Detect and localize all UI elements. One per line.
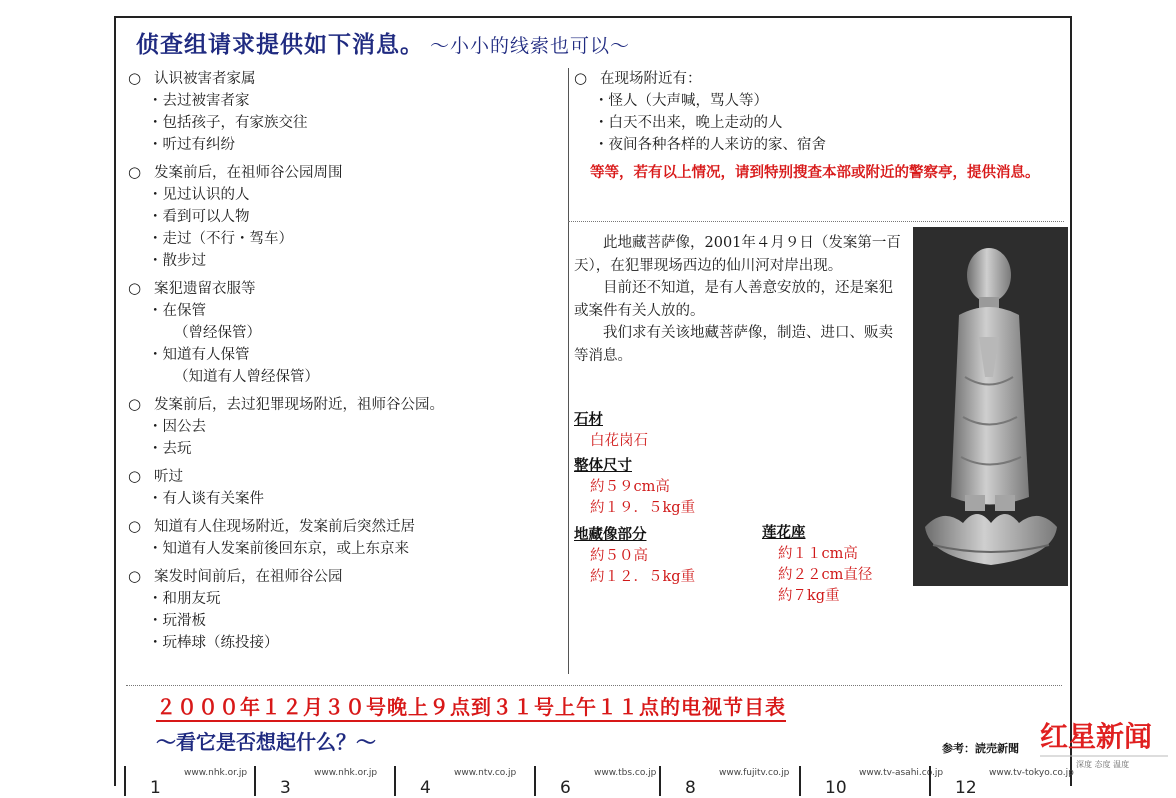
tv-section-divider <box>126 685 1062 686</box>
channel-url: www.ntv.co.jp <box>454 768 517 778</box>
title-subtitle: ～小小的线索也可以～ <box>430 35 631 57</box>
channel-number: 6 <box>560 778 571 798</box>
jizo-statue-photo <box>913 227 1068 586</box>
list-item: ・去玩 <box>148 441 192 457</box>
channel-number: 10 <box>825 778 847 798</box>
channel-number: 8 <box>685 778 696 798</box>
group-heading: 案犯遗留衣服等 <box>154 281 256 297</box>
channel-url: www.tv-asahi.co.jp <box>859 768 944 778</box>
circle-icon: ○ <box>128 279 142 297</box>
channel-number: 4 <box>420 778 431 798</box>
channel-cell <box>799 766 944 798</box>
statue-part-label: 地藏像部分 <box>574 527 647 543</box>
circle-icon: ○ <box>128 163 142 181</box>
circle-icon: ○ <box>128 395 142 413</box>
lotus-height: 約１１cm高 <box>778 546 858 562</box>
list-item: ・散步过 <box>148 253 206 269</box>
list-item: ・走过（不行・驾车） <box>148 231 293 247</box>
statue-part-height: 約５０高 <box>590 548 648 564</box>
spec-material <box>574 410 648 452</box>
group-5 <box>128 466 568 510</box>
group-2 <box>128 162 568 272</box>
notice-document <box>114 16 1074 798</box>
list-item: ・去过被害者家 <box>148 93 250 109</box>
list-item: ・知道有人发案前後回东京，或上东京来 <box>148 541 409 557</box>
list-item: ・听过有纠纷 <box>148 137 235 153</box>
circle-icon: ○ <box>574 69 588 87</box>
circle-icon: ○ <box>128 567 142 585</box>
description-paragraph: 此地藏菩萨像，2001年４月９日（发案第一百天），在犯罪现场西边的仙川河对岸出现。 <box>574 235 901 274</box>
group-heading: 发案前后，在祖师谷公园周围 <box>154 165 343 181</box>
material-label: 石材 <box>574 412 603 428</box>
lotus-weight: 約７kg重 <box>778 588 840 604</box>
hongxing-logo-icon <box>1040 712 1168 772</box>
list-item: ・在保管 <box>148 303 206 319</box>
statue-description <box>574 232 904 367</box>
right-column-top <box>574 68 1064 184</box>
circle-icon: ○ <box>128 69 142 87</box>
size-weight: 約１９．５kg重 <box>590 500 696 516</box>
description-paragraph: 我们求有关该地藏菩萨像，制造、进口、贩卖等消息。 <box>574 325 893 364</box>
channel-cell <box>659 766 801 796</box>
tv-schedule-subtitle: ～看它是否想起什么？～ <box>156 730 376 754</box>
group-heading: 听过 <box>154 469 183 485</box>
description-paragraph: 目前还不知道，是有人善意安放的，还是案犯或案件有关人放的。 <box>574 280 893 319</box>
lotus-diameter: 約２２cm直径 <box>778 567 873 583</box>
spec-overall-size <box>574 456 695 519</box>
group-heading: 发案前后，去过犯罪现场附近，祖师谷公园。 <box>154 397 444 413</box>
channel-number: 12 <box>955 778 977 798</box>
group-1 <box>128 68 568 156</box>
group-7 <box>128 566 568 654</box>
channel-url: www.fujitv.co.jp <box>719 768 790 778</box>
list-item: （知道有人曾经保管） <box>174 369 319 385</box>
list-item: ・玩滑板 <box>148 613 206 629</box>
reference-source: 参考：読売新聞 <box>942 742 1019 755</box>
channel-url: www.tv-tokyo.co.jp <box>989 768 1074 778</box>
column-divider <box>568 68 569 674</box>
channel-cell <box>534 766 661 796</box>
channel-cell <box>394 766 536 796</box>
list-item: ・看到可以人物 <box>148 209 250 225</box>
channel-url: www.tbs.co.jp <box>594 768 657 778</box>
group-heading: 认识被害者家属 <box>154 71 256 87</box>
watermark-logo <box>1040 712 1168 772</box>
size-height: 約５９cm高 <box>590 479 670 495</box>
tv-schedule-title: ２０００年１２月３０号晚上９点到３１号上午１１点的电视节目表 <box>156 694 786 722</box>
group-heading: 案发时间前后，在祖师谷公园 <box>154 569 343 585</box>
list-item: ・和朋友玩 <box>148 591 221 607</box>
lotus-label: 莲花座 <box>762 525 806 541</box>
list-item: （曾经保管） <box>174 325 261 341</box>
list-item: ・玩棒球（练投接） <box>148 635 279 651</box>
channel-number: 1 <box>150 778 161 798</box>
material-value: 白花岗石 <box>590 433 648 449</box>
group-3 <box>128 278 568 388</box>
watermark-tagline: 深度 态度 温度 <box>1076 760 1130 769</box>
list-item: ・白天不出来，晚上走动的人 <box>594 115 783 131</box>
statue-illustration <box>913 227 1068 586</box>
channel-url: www.nhk.or.jp <box>314 768 378 778</box>
size-label: 整体尺寸 <box>574 458 632 474</box>
spec-statue-part <box>574 525 695 588</box>
list-item: ・怪人（大声喊，骂人等） <box>594 93 768 109</box>
list-item: ・见过认识的人 <box>148 187 250 203</box>
channel-number: 3 <box>280 778 291 798</box>
title-main: 侦查组请求提供如下消息。 <box>136 32 424 58</box>
left-column <box>128 68 568 660</box>
statue-part-weight: 約１２．５kg重 <box>590 569 696 585</box>
page-title <box>136 26 630 59</box>
group-4 <box>128 394 568 460</box>
channel-cell <box>124 766 256 796</box>
watermark-brand: 红星新闻 <box>1040 720 1153 753</box>
spec-lotus-base <box>762 523 872 607</box>
section-divider <box>568 221 1064 222</box>
group-heading: 知道有人住现场附近，发案前后突然迁居 <box>154 519 415 535</box>
list-item: ・夜间各种各样的人来访的家、宿舍 <box>594 137 826 153</box>
channel-url: www.nhk.or.jp <box>184 768 248 778</box>
circle-icon: ○ <box>128 517 142 535</box>
list-item: ・有人谈有关案件 <box>148 491 264 507</box>
group-nearby <box>574 68 1064 156</box>
list-item: ・知道有人保管 <box>148 347 250 363</box>
list-item: ・包括孩子，有家族交往 <box>148 115 308 131</box>
channel-row <box>124 766 1074 796</box>
group-6 <box>128 516 568 560</box>
warning-text: 等等，若有以上情况，请到特别搜查本部或附近的警察亭，提供消息。 <box>590 165 1040 181</box>
group-heading: 在现场附近有： <box>600 71 702 87</box>
channel-cell <box>254 766 396 796</box>
circle-icon: ○ <box>128 467 142 485</box>
list-item: ・因公去 <box>148 419 206 435</box>
